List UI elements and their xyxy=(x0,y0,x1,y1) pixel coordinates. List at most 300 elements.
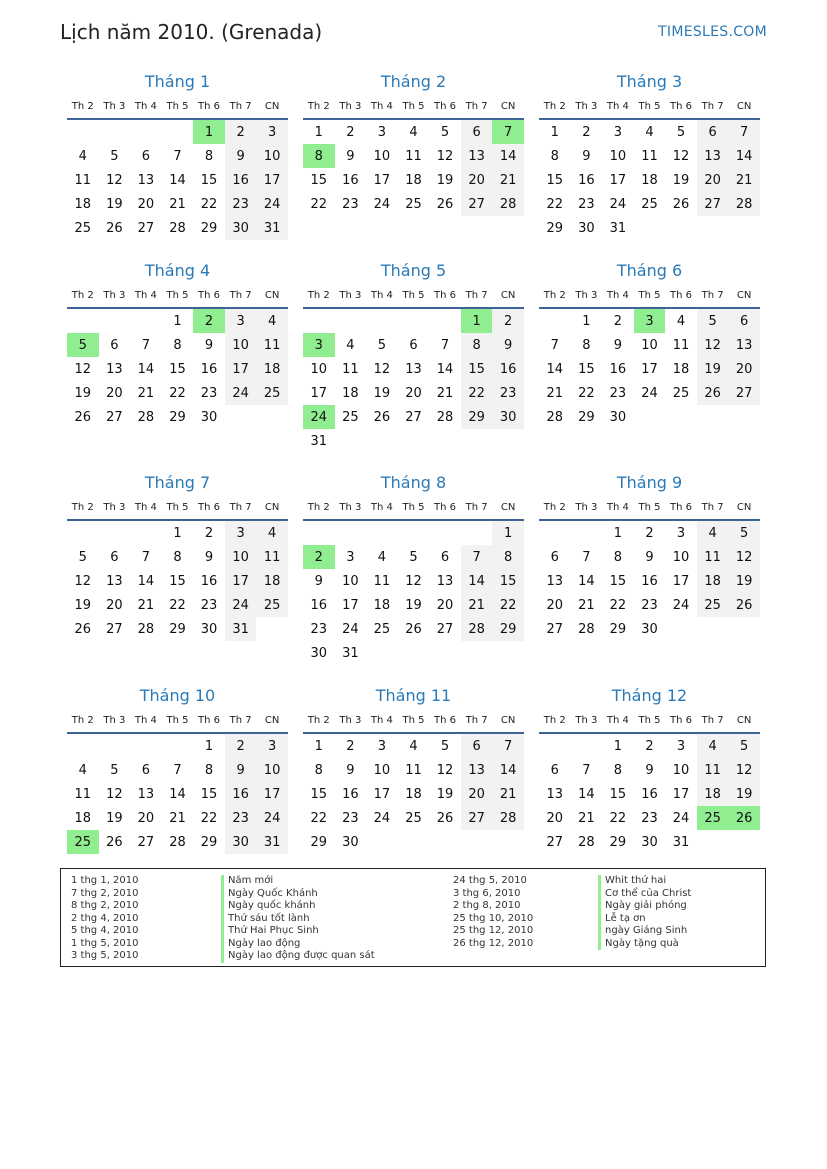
month-title: Tháng 4 xyxy=(144,261,211,280)
day-cell: 12 xyxy=(436,762,454,778)
day-cell: 10 xyxy=(225,545,257,569)
weekday-header xyxy=(539,708,760,734)
day-cell: 19 xyxy=(436,786,454,802)
legend-holiday-name: Năm mới xyxy=(221,875,375,888)
month-title: Tháng 7 xyxy=(144,473,211,492)
weekday-label: Th 7 xyxy=(465,714,488,726)
weekday-label: Th 2 xyxy=(71,501,94,513)
day-cell: 17 xyxy=(225,569,257,593)
day-cell: 1 xyxy=(314,738,323,754)
day-cell: 29 xyxy=(609,621,627,637)
day-cell: 18 xyxy=(697,569,729,593)
month-title: Tháng 1 xyxy=(144,72,211,91)
day-cell: 17 xyxy=(342,597,359,613)
weekday-label: Th 2 xyxy=(71,100,94,112)
month-block xyxy=(303,70,524,216)
weekday-label: Th 7 xyxy=(229,714,252,726)
day-cell: 24 xyxy=(373,196,391,212)
day-cell: 22 xyxy=(546,196,564,212)
weekday-label: Th 5 xyxy=(166,289,189,301)
day-cell: 14 xyxy=(492,144,524,168)
weekday-label: Th 4 xyxy=(370,100,393,112)
day-cell: 10 xyxy=(672,762,690,778)
day-cell: 3 xyxy=(377,124,387,140)
weekday-label: Th 2 xyxy=(307,289,330,301)
day-cell: 2 xyxy=(582,124,591,140)
day-cell: 11 xyxy=(342,361,359,377)
weekday-label: Th 4 xyxy=(134,501,157,513)
weekday-label: Th 3 xyxy=(339,714,362,726)
month-block xyxy=(539,259,760,429)
day-cell: 22 xyxy=(310,810,328,826)
day-cell: 3 xyxy=(377,738,387,754)
day-cell: 23 xyxy=(225,806,257,830)
empty-cell xyxy=(130,120,162,144)
day-cell: 23 xyxy=(641,810,658,826)
day-cell: 12 xyxy=(672,148,690,164)
day-cell: 11 xyxy=(373,573,391,589)
day-cell: 19 xyxy=(106,810,123,826)
empty-cell xyxy=(571,521,603,545)
month-title: Tháng 2 xyxy=(380,72,447,91)
day-cell: 12 xyxy=(74,361,92,377)
legend-dates-right xyxy=(453,875,533,950)
day-cell: 24 xyxy=(672,597,690,613)
day-cell: 8 xyxy=(613,762,623,778)
day-cell: 7 xyxy=(461,545,493,569)
day-cell: 4 xyxy=(645,124,654,140)
day-cell: 26 xyxy=(728,593,760,617)
day-cell: 29 xyxy=(169,409,186,425)
weekday-label: Th 5 xyxy=(166,501,189,513)
day-cell: 9 xyxy=(225,758,257,782)
day-cell: 13 xyxy=(106,573,123,589)
day-cell: 8 xyxy=(492,545,524,569)
weekday-label: Th 3 xyxy=(339,501,362,513)
day-cell: 11 xyxy=(697,545,729,569)
holiday-day-cell: 3 xyxy=(634,309,666,333)
day-cell: 9 xyxy=(225,144,257,168)
weekday-label: Th 2 xyxy=(307,501,330,513)
day-cell: 7 xyxy=(728,120,760,144)
day-cell: 18 xyxy=(641,172,658,188)
day-cell: 22 xyxy=(200,196,218,212)
month-title: Tháng 11 xyxy=(375,686,452,705)
day-cell: 18 xyxy=(373,597,391,613)
day-cell: 1 xyxy=(173,313,182,329)
weekday-label: Th 3 xyxy=(575,289,598,301)
day-cell: 22 xyxy=(492,593,524,617)
day-cell: 12 xyxy=(405,573,422,589)
day-cell: 16 xyxy=(342,172,359,188)
empty-cell xyxy=(99,309,131,333)
weekday-label: Th 7 xyxy=(701,714,724,726)
day-cell: 21 xyxy=(578,810,595,826)
month-block xyxy=(539,684,760,854)
empty-cell xyxy=(539,309,571,333)
day-cell: 16 xyxy=(492,357,524,381)
day-cell: 26 xyxy=(74,409,92,425)
holiday-day-cell: 26 xyxy=(728,806,760,830)
day-cell: 25 xyxy=(672,385,690,401)
legend-holiday-name: Thứ sáu tốt lành xyxy=(221,913,375,926)
day-cell: 15 xyxy=(578,361,595,377)
day-cell: 21 xyxy=(546,385,564,401)
day-cell: 19 xyxy=(728,782,760,806)
day-cell: 16 xyxy=(200,573,218,589)
day-cell: 13 xyxy=(461,758,493,782)
empty-cell xyxy=(130,521,162,545)
day-cell: 17 xyxy=(641,361,658,377)
weekday-label: Th 3 xyxy=(575,501,598,513)
day-cell: 13 xyxy=(106,361,123,377)
day-cell: 16 xyxy=(641,786,658,802)
weekday-label: Th 5 xyxy=(402,289,425,301)
day-cell: 25 xyxy=(256,593,288,617)
day-cell: 5 xyxy=(676,124,686,140)
legend-date: 1 thg 1, 2010 xyxy=(71,875,139,886)
empty-cell xyxy=(429,521,461,545)
weekday-label: Th 6 xyxy=(198,289,221,301)
day-cell: 25 xyxy=(697,593,729,617)
weekday-label: Th 7 xyxy=(229,289,252,301)
day-cell: 27 xyxy=(697,192,729,216)
empty-cell xyxy=(398,521,430,545)
empty-cell xyxy=(335,521,367,545)
day-cell: 1 xyxy=(550,124,559,140)
day-cell: 5 xyxy=(110,762,119,778)
empty-cell xyxy=(130,734,162,758)
day-cell: 1 xyxy=(492,521,524,545)
weekday-label: CN xyxy=(736,100,752,112)
weekday-label: Th 3 xyxy=(339,100,362,112)
weekday-label: Th 2 xyxy=(543,501,566,513)
weekday-label: Th 7 xyxy=(701,100,724,112)
weekday-header xyxy=(67,94,288,120)
day-cell: 9 xyxy=(346,762,355,778)
weekday-label: Th 4 xyxy=(606,714,629,726)
day-cell: 2 xyxy=(346,738,355,754)
day-cell: 3 xyxy=(613,124,623,140)
empty-cell xyxy=(539,734,571,758)
day-cell: 20 xyxy=(697,168,729,192)
day-cell: 2 xyxy=(645,525,654,541)
day-cell: 19 xyxy=(405,597,422,613)
day-cell: 23 xyxy=(609,385,627,401)
legend-date: 3 thg 5, 2010 xyxy=(71,950,139,961)
legend-date: 1 thg 5, 2010 xyxy=(71,937,139,949)
day-cell: 18 xyxy=(74,196,92,212)
day-cell: 16 xyxy=(641,573,658,589)
holiday-day-cell: 2 xyxy=(193,309,225,333)
day-cell: 24 xyxy=(256,192,288,216)
legend-date: 24 thg 5, 2010 xyxy=(453,875,527,886)
day-cell: 10 xyxy=(342,573,359,589)
day-grid xyxy=(67,521,288,641)
day-cell: 7 xyxy=(550,337,559,353)
day-cell: 9 xyxy=(613,337,623,353)
weekday-label: Th 3 xyxy=(575,714,598,726)
day-cell: 6 xyxy=(461,734,493,758)
day-cell: 4 xyxy=(409,124,418,140)
weekday-label: Th 6 xyxy=(434,100,457,112)
day-cell: 22 xyxy=(461,381,493,405)
day-cell: 17 xyxy=(609,172,627,188)
day-cell: 15 xyxy=(461,357,493,381)
day-cell: 8 xyxy=(314,762,323,778)
weekday-label: Th 4 xyxy=(370,714,393,726)
day-cell: 31 xyxy=(310,433,328,449)
day-cell: 11 xyxy=(405,762,422,778)
day-cell: 17 xyxy=(672,573,690,589)
day-cell: 21 xyxy=(169,810,186,826)
day-cell: 2 xyxy=(204,525,214,541)
weekday-label: Th 4 xyxy=(606,501,629,513)
legend-date: 25 thg 10, 2010 xyxy=(453,912,534,924)
day-cell: 12 xyxy=(728,758,760,782)
weekday-label: Th 4 xyxy=(134,289,157,301)
day-grid xyxy=(303,734,524,854)
weekday-label: Th 3 xyxy=(103,714,126,726)
day-cell: 16 xyxy=(609,361,627,377)
day-cell: 29 xyxy=(461,405,493,429)
weekday-label: CN xyxy=(264,501,280,513)
weekday-header xyxy=(303,708,524,734)
day-cell: 22 xyxy=(169,385,186,401)
day-cell: 6 xyxy=(550,762,559,778)
day-cell: 1 xyxy=(204,738,214,754)
weekday-header xyxy=(67,708,288,734)
day-cell: 3 xyxy=(346,549,355,565)
day-cell: 11 xyxy=(256,333,288,357)
day-cell: 26 xyxy=(697,381,729,405)
day-cell: 2 xyxy=(645,738,654,754)
holiday-day-cell: 7 xyxy=(492,120,524,144)
weekday-label: Th 2 xyxy=(71,714,94,726)
day-cell: 10 xyxy=(225,333,257,357)
legend-dates-left xyxy=(71,875,139,963)
weekday-label: Th 6 xyxy=(670,501,693,513)
site-link[interactable]: TIMESLES.COM xyxy=(658,24,767,40)
day-cell: 6 xyxy=(110,549,119,565)
empty-cell xyxy=(335,309,367,333)
day-cell: 4 xyxy=(256,521,288,545)
day-cell: 24 xyxy=(225,381,257,405)
day-cell: 30 xyxy=(225,830,257,854)
legend-holiday-name: Ngày lao động được quan sát xyxy=(221,950,375,963)
day-cell: 20 xyxy=(106,385,123,401)
weekday-label: Th 4 xyxy=(606,100,629,112)
weekday-label: CN xyxy=(264,289,280,301)
day-cell: 23 xyxy=(200,597,218,613)
day-cell: 3 xyxy=(676,738,686,754)
month-block xyxy=(303,259,524,453)
weekday-label: CN xyxy=(500,289,516,301)
weekday-label: Th 7 xyxy=(465,289,488,301)
day-cell: 16 xyxy=(200,361,218,377)
legend-date: 3 thg 6, 2010 xyxy=(453,887,521,899)
day-cell: 5 xyxy=(377,337,387,353)
day-cell: 24 xyxy=(373,810,391,826)
day-cell: 31 xyxy=(256,216,288,240)
day-cell: 25 xyxy=(405,810,422,826)
empty-cell xyxy=(303,309,335,333)
day-cell: 29 xyxy=(169,621,186,637)
weekday-label: Th 6 xyxy=(434,501,457,513)
day-grid xyxy=(539,521,760,641)
day-grid xyxy=(539,309,760,429)
legend-holiday-name: Ngày lao động xyxy=(221,938,375,951)
day-cell: 24 xyxy=(256,806,288,830)
day-cell: 9 xyxy=(645,762,654,778)
day-cell: 20 xyxy=(405,385,422,401)
weekday-label: CN xyxy=(500,100,516,112)
day-cell: 13 xyxy=(546,786,564,802)
weekday-label: CN xyxy=(736,501,752,513)
weekday-header xyxy=(303,94,524,120)
legend-date: 25 thg 12, 2010 xyxy=(453,925,534,936)
empty-cell xyxy=(67,521,99,545)
day-cell: 10 xyxy=(256,758,288,782)
day-cell: 9 xyxy=(204,549,214,565)
month-title: Tháng 12 xyxy=(611,686,688,705)
day-grid xyxy=(303,521,524,665)
legend-holiday-name: Ngày Quốc Khánh xyxy=(221,888,375,901)
day-cell: 11 xyxy=(641,148,658,164)
legend-holiday-name: Ngày tặng quà xyxy=(598,938,691,951)
day-cell: 26 xyxy=(106,834,123,850)
month-block xyxy=(539,471,760,641)
day-cell: 18 xyxy=(256,569,288,593)
day-cell: 6 xyxy=(141,762,151,778)
weekday-header xyxy=(303,283,524,309)
day-cell: 31 xyxy=(672,834,690,850)
weekday-label: Th 6 xyxy=(434,714,457,726)
day-cell: 22 xyxy=(609,597,627,613)
day-cell: 5 xyxy=(728,521,760,545)
day-cell: 27 xyxy=(436,621,454,637)
month-block xyxy=(303,684,524,854)
legend-holiday-name: Cơ thể của Christ xyxy=(598,888,691,901)
day-cell: 13 xyxy=(436,573,454,589)
day-cell: 3 xyxy=(225,309,257,333)
day-cell: 15 xyxy=(200,786,218,802)
weekday-label: Th 6 xyxy=(670,714,693,726)
day-cell: 6 xyxy=(141,148,151,164)
weekday-label: Th 7 xyxy=(465,100,488,112)
day-cell: 20 xyxy=(728,357,760,381)
day-cell: 9 xyxy=(645,549,654,565)
day-cell: 11 xyxy=(405,148,422,164)
day-cell: 10 xyxy=(373,762,391,778)
legend-date: 8 thg 2, 2010 xyxy=(71,900,139,911)
day-cell: 9 xyxy=(314,573,323,589)
day-cell: 2 xyxy=(225,120,257,144)
weekday-label: Th 2 xyxy=(307,714,330,726)
day-cell: 27 xyxy=(106,409,123,425)
day-cell: 24 xyxy=(342,621,359,637)
day-cell: 28 xyxy=(169,220,186,236)
holiday-day-cell: 1 xyxy=(193,120,225,144)
day-cell: 27 xyxy=(461,806,493,830)
month-title: Tháng 5 xyxy=(380,261,447,280)
day-cell: 30 xyxy=(641,621,658,637)
day-cell: 15 xyxy=(169,361,186,377)
day-cell: 31 xyxy=(256,830,288,854)
empty-cell xyxy=(67,120,99,144)
weekday-label: CN xyxy=(736,714,752,726)
day-cell: 30 xyxy=(578,220,595,236)
day-cell: 6 xyxy=(697,120,729,144)
day-cell: 2 xyxy=(613,313,623,329)
day-cell: 1 xyxy=(314,124,323,140)
day-cell: 19 xyxy=(697,357,729,381)
day-cell: 31 xyxy=(225,617,257,641)
day-cell: 31 xyxy=(342,645,359,661)
day-cell: 4 xyxy=(697,521,729,545)
day-cell: 4 xyxy=(78,762,87,778)
day-cell: 26 xyxy=(74,621,92,637)
empty-cell xyxy=(398,309,430,333)
day-cell: 28 xyxy=(436,409,454,425)
empty-cell xyxy=(67,734,99,758)
day-cell: 4 xyxy=(676,313,686,329)
day-cell: 17 xyxy=(256,782,288,806)
day-cell: 8 xyxy=(613,549,623,565)
day-cell: 10 xyxy=(373,148,391,164)
day-cell: 15 xyxy=(609,573,627,589)
day-cell: 25 xyxy=(373,621,391,637)
day-cell: 7 xyxy=(173,148,182,164)
day-cell: 8 xyxy=(461,333,493,357)
legend-holiday-name: Ngày quốc khánh xyxy=(221,900,375,913)
day-cell: 12 xyxy=(436,148,454,164)
day-cell: 28 xyxy=(578,834,595,850)
day-cell: 8 xyxy=(204,762,214,778)
day-cell: 29 xyxy=(200,220,218,236)
weekday-label: Th 6 xyxy=(434,289,457,301)
month-block xyxy=(67,471,288,641)
weekday-label: Th 7 xyxy=(229,501,252,513)
weekday-header xyxy=(67,283,288,309)
weekday-label: Th 4 xyxy=(134,100,157,112)
day-cell: 6 xyxy=(440,549,450,565)
day-cell: 14 xyxy=(461,569,493,593)
day-cell: 20 xyxy=(546,597,564,613)
day-cell: 16 xyxy=(225,168,257,192)
day-cell: 6 xyxy=(110,337,119,353)
day-cell: 6 xyxy=(461,120,493,144)
day-cell: 7 xyxy=(440,337,450,353)
day-cell: 14 xyxy=(137,361,155,377)
day-cell: 11 xyxy=(697,758,729,782)
legend-names-left xyxy=(221,875,375,963)
day-cell: 20 xyxy=(137,196,155,212)
day-cell: 18 xyxy=(405,786,422,802)
day-cell: 27 xyxy=(137,220,155,236)
day-cell: 14 xyxy=(492,758,524,782)
day-cell: 26 xyxy=(672,196,690,212)
day-cell: 30 xyxy=(342,834,359,850)
day-cell: 27 xyxy=(461,192,493,216)
empty-cell xyxy=(429,309,461,333)
day-cell: 8 xyxy=(204,148,214,164)
weekday-header xyxy=(67,495,288,521)
day-cell: 8 xyxy=(582,337,591,353)
weekday-label: Th 7 xyxy=(701,501,724,513)
month-title: Tháng 8 xyxy=(380,473,447,492)
day-cell: 6 xyxy=(409,337,418,353)
